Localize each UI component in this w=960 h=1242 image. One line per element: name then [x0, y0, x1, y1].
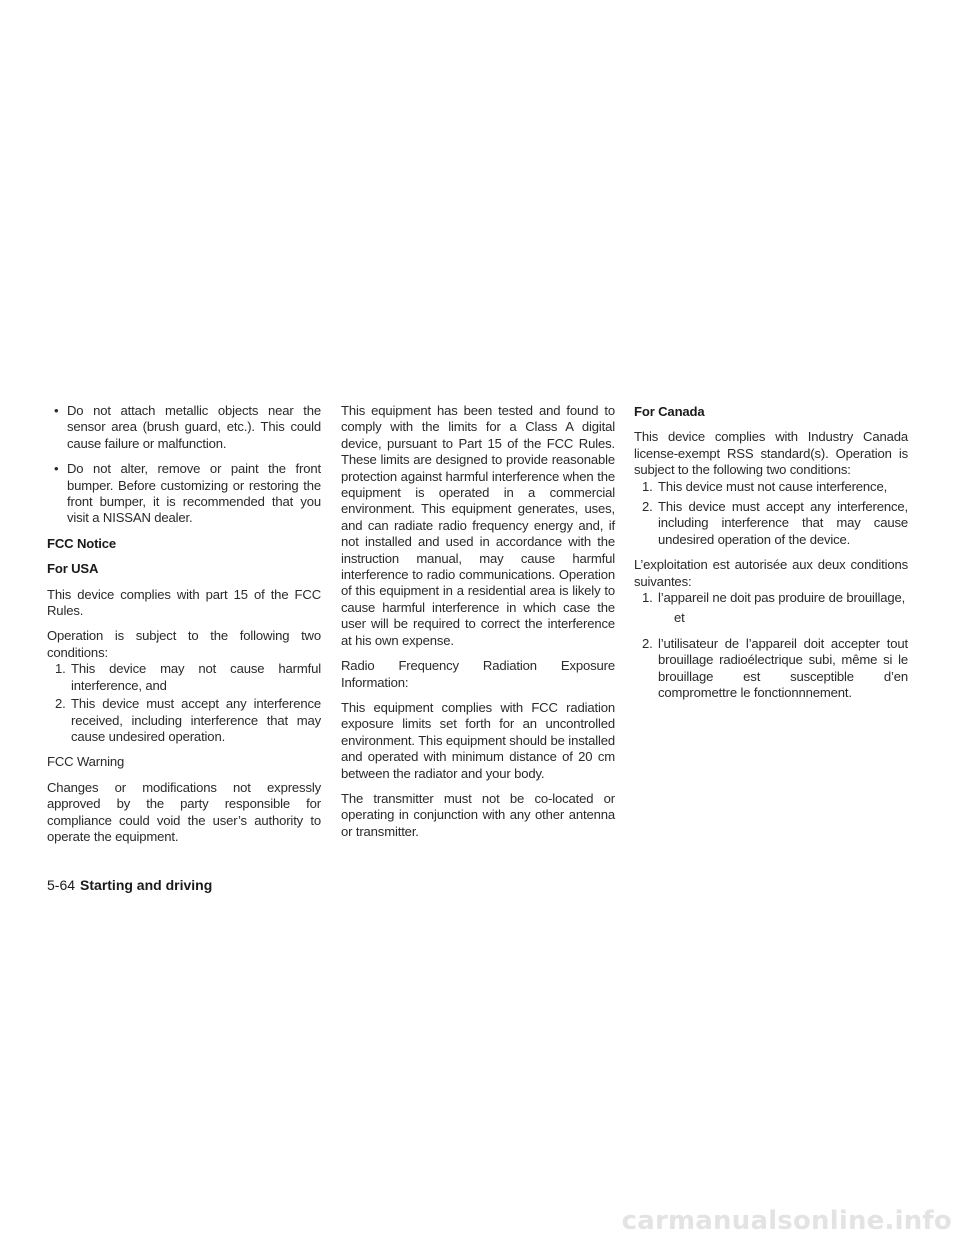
item-number: 2.: [55, 696, 66, 712]
item-number: 2.: [642, 635, 653, 651]
item-number: 1.: [642, 590, 653, 606]
item-number: 1.: [55, 661, 66, 677]
item-text: l’utilisateur de l’appareil doit accepter tout brouillage radioélectrique subi, même si le brouillage est susceptible d’en compromettre le fonctionnnement.: [658, 635, 908, 701]
item-text: This device must accept any interference received, including interference that may cause undesired operation.: [71, 696, 321, 744]
paragraph-changes: Changes or modifications not expressly approved by the party responsible for compliance could void the user’s authority to operate the equipment.: [47, 779, 321, 844]
section-title: Starting and driving: [80, 877, 213, 893]
numbered-item-en-1: [634, 479, 908, 495]
column-2: [341, 403, 615, 849]
bullet-item-metallic: [47, 403, 321, 452]
paragraph-transmitter: The transmitter must not be co-located or operating in conjunction with any other antenna or transmitter.: [341, 790, 615, 839]
text-et: et: [674, 610, 685, 626]
page-footer: [47, 876, 212, 894]
label-fcc-warning: FCC Warning: [47, 754, 125, 770]
paragraph-operation: Operation is subject to the following two conditions:: [47, 628, 321, 660]
numbered-item-1: [47, 661, 321, 694]
item-number: 2.: [642, 499, 653, 515]
numbered-item-en-2: [634, 499, 908, 548]
numbered-item-fr-1: [634, 590, 908, 606]
paragraph-class-a: This equipment has been tested and found to comply with the limits for a Class A digital device, pursuant to Part 15 of the FCC Rules. These limits are designed to provide reasonable protection against harmful interference when the equipment is operated in a commercial environment. This equipment generates, uses, and can radiate radio frequency energy and, if not installed and used in accordance with the instruction manual, may cause harmful interference to radio communications. Operation of this equipment in a residential area is likely to cause harmful interference in which case the user will be required to correct the interference at his own expense.: [341, 403, 615, 648]
bullet-item-bumper: [47, 461, 321, 527]
heading-for-canada: For Canada: [634, 404, 705, 419]
column-1: [47, 403, 321, 854]
bullet-text: Do not alter, remove or paint the front bumper. Before customizing or restoring the front bumper, it is recommended that you visit a NISSAN dealer.: [67, 461, 321, 526]
item-text: l’appareil ne doit pas produire de brouillage,: [658, 590, 906, 606]
bullet-marker: •: [54, 403, 59, 418]
paragraph-compliance: This device complies with part 15 of the FCC Rules.: [47, 586, 321, 619]
paragraph-industry-canada: This device complies with Industry Canada license-exempt RSS standard(s). Operation is subject to the following two conditions:: [634, 429, 908, 478]
heading-for-usa: For USA: [47, 561, 99, 577]
column-3: [634, 404, 908, 711]
watermark: [0, 1204, 960, 1242]
item-number: 1.: [642, 478, 653, 494]
numbered-item-fr-2: [634, 636, 908, 702]
item-text: This device must accept any interference, including interference that may cause undesired operation of the device.: [658, 499, 908, 547]
watermark-text: carmanualsonline.info: [621, 1206, 952, 1236]
bullet-text: Do not attach metallic objects near the sensor area (brush guard, etc.). This could cause failure or malfunction.: [67, 403, 321, 451]
bullet-marker: •: [54, 461, 59, 477]
heading-fcc-notice: FCC Notice: [47, 535, 117, 551]
paragraph-fr-intro: L’exploitation est autorisée aux deux conditions suivantes:: [634, 557, 908, 589]
item-text: This device may not cause harmful interference, and: [71, 661, 321, 693]
paragraph-rf-heading: Radio Frequency Radiation Exposure Information:: [341, 658, 615, 690]
page-number: 5-64: [47, 877, 76, 893]
numbered-item-2: [47, 696, 321, 745]
item-text: This device must not cause interference,: [658, 478, 888, 494]
paragraph-rf-exposure: This equipment complies with FCC radiation exposure limits set forth for an uncontrolled environment. This equipment should be installed and operated with minimum distance of 20 cm between the radiator and your body.: [341, 699, 615, 781]
